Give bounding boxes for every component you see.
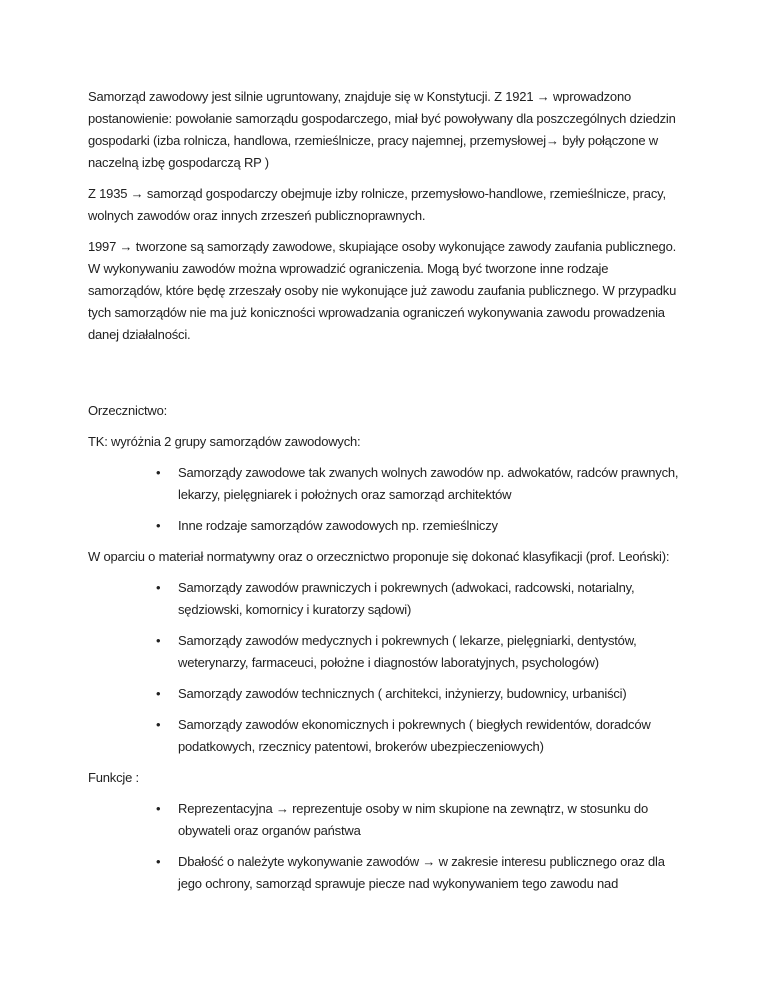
list-functions (88, 798, 680, 895)
heading-functions: Funkcje : (88, 770, 139, 785)
list-item-medical-professions: • Samorządy zawodów medycznych i pokrewnych ( lekarze, pielęgniarki, dentystów, weterynarzy, farmaceuci, położne i diagnostów laboratyjnych, psychologów) (178, 630, 680, 674)
list-tk-groups (88, 462, 680, 537)
list-item-other-types: • Inne rodzaje samorządów zawodowych np. rzemieślniczy (178, 515, 680, 537)
list-item-free-professions: • Samorządy zawodowe tak zwanych wolnych zawodów np. adwokatów, radców prawnych, lekarzy, pielęgniarek i położnych oraz samorząd architektów (178, 462, 680, 506)
paragraph-1935: Z 1935 → samorząd gospodarczy obejmuje izby rolnicze, przemysłowo-handlowe, rzemieślnicze, pracy, wolnych zawodów oraz innych zrzeszeń publicznoprawnych. (88, 186, 666, 223)
list-item-legal-professions: • Samorządy zawodów prawniczych i pokrewnych (adwokaci, radcowski, notarialny, sędziowski, komornicy i kuratorzy sądowi) (178, 577, 680, 621)
list-item-due-care-function: • Dbałość o należyte wykonywanie zawodów → w zakresie interesu publicznego oraz dla jego ochrony, samorząd sprawuje piecze nad wykonywaniem tego zawodu nad (178, 851, 680, 895)
blank-space (88, 355, 680, 400)
paragraph-1997: 1997 → tworzone są samorządy zawodowe, skupiające osoby wykonujące zawody zaufania publicznego. W wykonywaniu zawodów można wprowadzić ograniczenia. Mogą być tworzone inne rodzaje samorządów, które będę zrzeszały osoby nie wykonujące już zawodu zaufania publicznego. W przypadku tych samorządów nie ma już koniczności wprowadzania ograniczeń wykonywania zawodu prowadzenia danej działalności. (88, 239, 677, 342)
paragraph-intro-1921: Samorząd zawodowy jest silnie ugruntowany, znajduje się w Konstytucji. Z 1921 → wprowadzono postanowienie: powołanie samorządu gospodarczego, miał być powoływany dla poszczególnych dziedzin gospodarki (izba rolnicza, handlowa, rzemieślnicze, pracy najemnej, przemysłowej→ były połączone w naczelną izbę gospodarczą RP ) (88, 89, 676, 170)
heading-case-law: Orzecznictwo: (88, 403, 168, 418)
paragraph-classification: W oparciu o materiał normatywny oraz o orzecznictwo proponuje się dokonać klasyfikacji (prof. Leoński): (88, 549, 670, 564)
paragraph-tk-groups: TK: wyróżnia 2 grupy samorządów zawodowych: (88, 434, 361, 449)
list-item-representative-function: • Reprezentacyjna → reprezentuje osoby w nim skupione na zewnątrz, w stosunku do obywateli oraz organów państwa (178, 798, 680, 842)
list-item-technical-professions: • Samorządy zawodów technicznych ( architekci, inżynierzy, budownicy, urbaniści) (178, 683, 680, 705)
document-page (88, 86, 680, 904)
list-classification (88, 577, 680, 758)
list-item-economic-professions: • Samorządy zawodów ekonomicznych i pokrewnych ( biegłych rewidentów, doradców podatkowych, rzecznicy patentowi, brokerów ubezpieczeniowych) (178, 714, 680, 758)
